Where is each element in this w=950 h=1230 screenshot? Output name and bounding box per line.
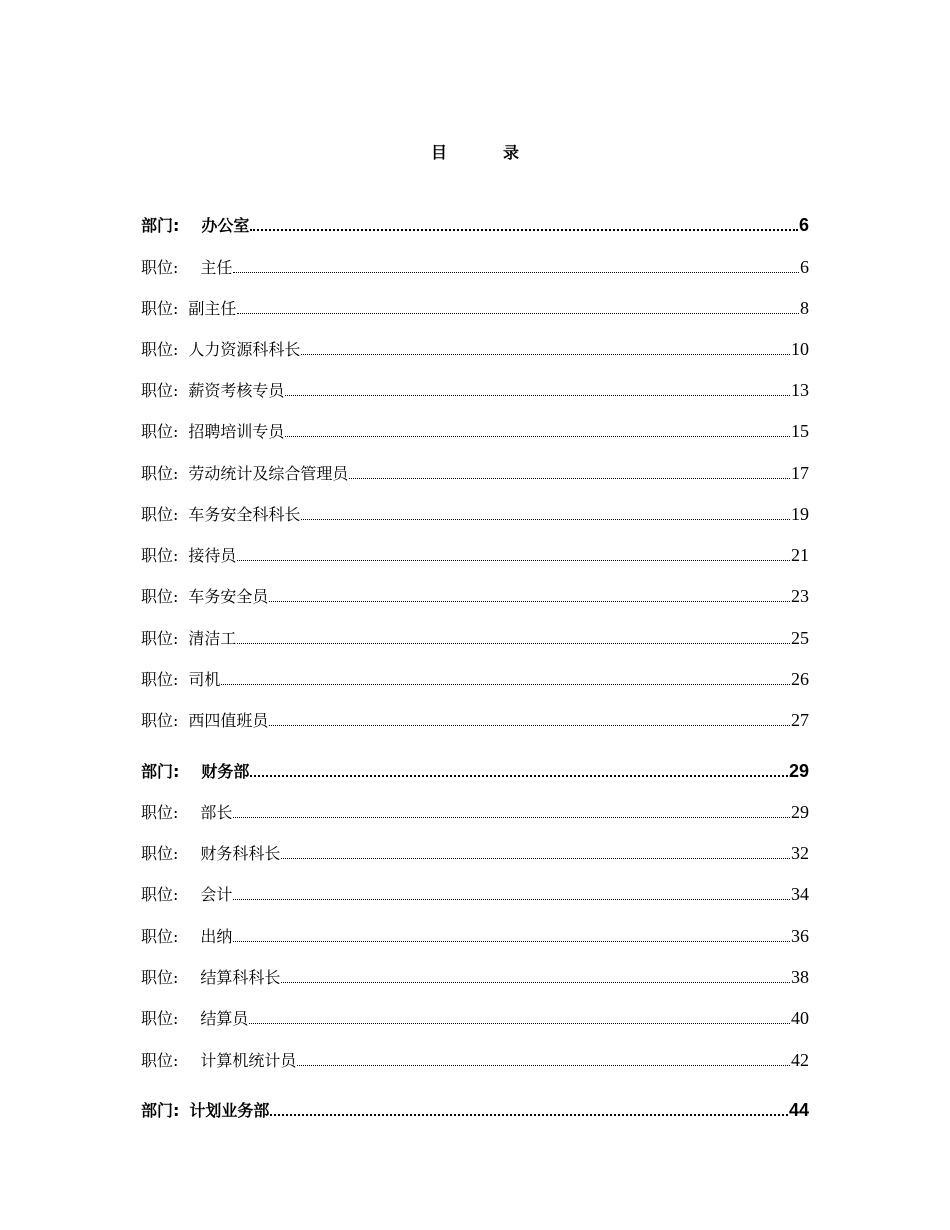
entry-prefix: 职位:	[141, 844, 179, 863]
dot-leader	[285, 436, 790, 437]
dot-leader	[237, 643, 790, 644]
entry-page-number: 34	[791, 884, 809, 904]
entry-prefix: 职位:	[141, 803, 179, 822]
toc-entry-dept[interactable]	[141, 206, 809, 236]
entry-label: 车务安全科科长	[188, 505, 301, 524]
dot-leader	[237, 313, 799, 314]
entry-page-number: 23	[791, 586, 809, 606]
entry-prefix: 职位:	[141, 381, 179, 400]
entry-page-number: 42	[791, 1050, 809, 1070]
dot-leader	[233, 941, 790, 942]
toc-entry-position[interactable]	[141, 660, 809, 690]
entry-page-number: 29	[788, 761, 809, 781]
entry-prefix: 职位:	[141, 968, 179, 987]
entry-page-number: 13	[791, 380, 809, 400]
entry-label: 财务部	[201, 762, 250, 781]
toc-entry-position[interactable]	[141, 1041, 809, 1071]
toc-entry-dept[interactable]	[141, 752, 809, 782]
entry-label: 部长	[200, 803, 233, 822]
entry-prefix: 职位:	[141, 1051, 179, 1070]
dot-leader	[237, 560, 790, 561]
entry-page-number: 32	[791, 843, 809, 863]
toc-entry-position[interactable]	[141, 577, 809, 607]
entry-prefix: 部门:	[141, 1101, 180, 1120]
entry-label: 出纳	[200, 927, 233, 946]
dot-leader	[233, 899, 790, 900]
toc-entry-position[interactable]	[141, 793, 809, 823]
toc-entry-position[interactable]	[141, 917, 809, 947]
toc-entry-dept[interactable]	[141, 1091, 809, 1121]
entry-prefix: 职位:	[141, 340, 179, 359]
entry-prefix: 职位:	[141, 711, 179, 730]
entry-prefix: 职位:	[141, 299, 179, 318]
entry-page-number: 44	[788, 1100, 809, 1120]
dot-leader	[221, 684, 790, 685]
dot-leader	[233, 272, 799, 273]
entry-prefix: 职位:	[141, 258, 179, 277]
entry-label: 薪资考核专员	[188, 381, 285, 400]
entry-prefix: 职位:	[141, 927, 179, 946]
toc-entry-position[interactable]	[141, 330, 809, 360]
dot-leader	[281, 858, 790, 859]
entry-label: 财务科科长	[200, 844, 281, 863]
dot-leader	[281, 982, 790, 983]
entry-page-number: 26	[791, 669, 809, 689]
entry-label: 招聘培训专员	[188, 422, 285, 441]
entry-label: 清洁工	[188, 629, 237, 648]
toc-title-char-2: 录	[503, 143, 520, 162]
toc-entry-position[interactable]	[141, 958, 809, 988]
entry-prefix: 职位:	[141, 505, 179, 524]
entry-page-number: 10	[791, 339, 809, 359]
entry-prefix: 职位:	[141, 885, 179, 904]
entry-prefix: 职位:	[141, 546, 179, 565]
toc-entry-position[interactable]	[141, 999, 809, 1029]
dot-leader	[285, 395, 790, 396]
entry-page-number: 21	[791, 545, 809, 565]
toc-entry-position[interactable]	[141, 875, 809, 905]
entry-label: 计划业务部	[189, 1101, 270, 1120]
entry-page-number: 25	[791, 628, 809, 648]
dot-leader	[349, 478, 790, 479]
toc-entry-position[interactable]	[141, 371, 809, 401]
dot-leader	[297, 1065, 790, 1066]
toc-entry-position[interactable]	[141, 454, 809, 484]
entry-page-number: 8	[800, 298, 809, 318]
toc-entry-position[interactable]	[141, 248, 809, 278]
toc-title-char-1: 目	[430, 143, 447, 162]
entry-label: 会计	[200, 885, 233, 904]
toc-entry-position[interactable]	[141, 495, 809, 525]
toc-entry-position[interactable]	[141, 536, 809, 566]
entry-label: 接待员	[188, 546, 237, 565]
entry-label: 办公室	[201, 216, 250, 235]
entry-page-number: 38	[791, 967, 809, 987]
entry-label: 人力资源科科长	[188, 340, 301, 359]
dot-leader	[301, 354, 790, 355]
dot-leader	[269, 725, 790, 726]
entry-page-number: 27	[791, 710, 809, 730]
entry-page-number: 6	[798, 215, 809, 235]
toc-entry-position[interactable]	[141, 834, 809, 864]
entry-page-number: 19	[791, 504, 809, 524]
entry-prefix: 职位:	[141, 587, 179, 606]
entry-prefix: 职位:	[141, 464, 179, 483]
entry-page-number: 17	[791, 463, 809, 483]
entry-prefix: 部门:	[141, 762, 180, 781]
entry-page-number: 36	[791, 926, 809, 946]
entry-prefix: 职位:	[141, 670, 179, 689]
toc-entry-position[interactable]	[141, 701, 809, 731]
entry-prefix: 职位:	[141, 1009, 179, 1028]
entry-label: 西四值班员	[188, 711, 269, 730]
entry-label: 结算科科长	[200, 968, 281, 987]
toc-entry-position[interactable]	[141, 412, 809, 442]
entry-prefix: 部门:	[141, 216, 180, 235]
dot-leader	[250, 775, 788, 777]
entry-page-number: 29	[791, 802, 809, 822]
dot-leader	[270, 1114, 788, 1116]
entry-page-number: 15	[791, 421, 809, 441]
toc-entry-position[interactable]	[141, 619, 809, 649]
entry-label: 结算员	[200, 1009, 249, 1028]
entry-label: 车务安全员	[188, 587, 269, 606]
dot-leader	[233, 817, 790, 818]
entry-page-number: 40	[791, 1008, 809, 1028]
toc-entry-position[interactable]	[141, 289, 809, 319]
entry-label: 主任	[200, 258, 233, 277]
dot-leader	[250, 229, 798, 231]
toc-title	[0, 140, 950, 163]
entry-label: 司机	[188, 670, 221, 689]
entry-prefix: 职位:	[141, 422, 179, 441]
dot-leader	[249, 1023, 790, 1024]
entry-label: 计算机统计员	[200, 1051, 297, 1070]
dot-leader	[269, 601, 790, 602]
entry-label: 副主任	[188, 299, 237, 318]
entry-page-number: 6	[800, 257, 809, 277]
entry-label: 劳动统计及综合管理员	[188, 464, 349, 483]
dot-leader	[301, 519, 790, 520]
entry-prefix: 职位:	[141, 629, 179, 648]
